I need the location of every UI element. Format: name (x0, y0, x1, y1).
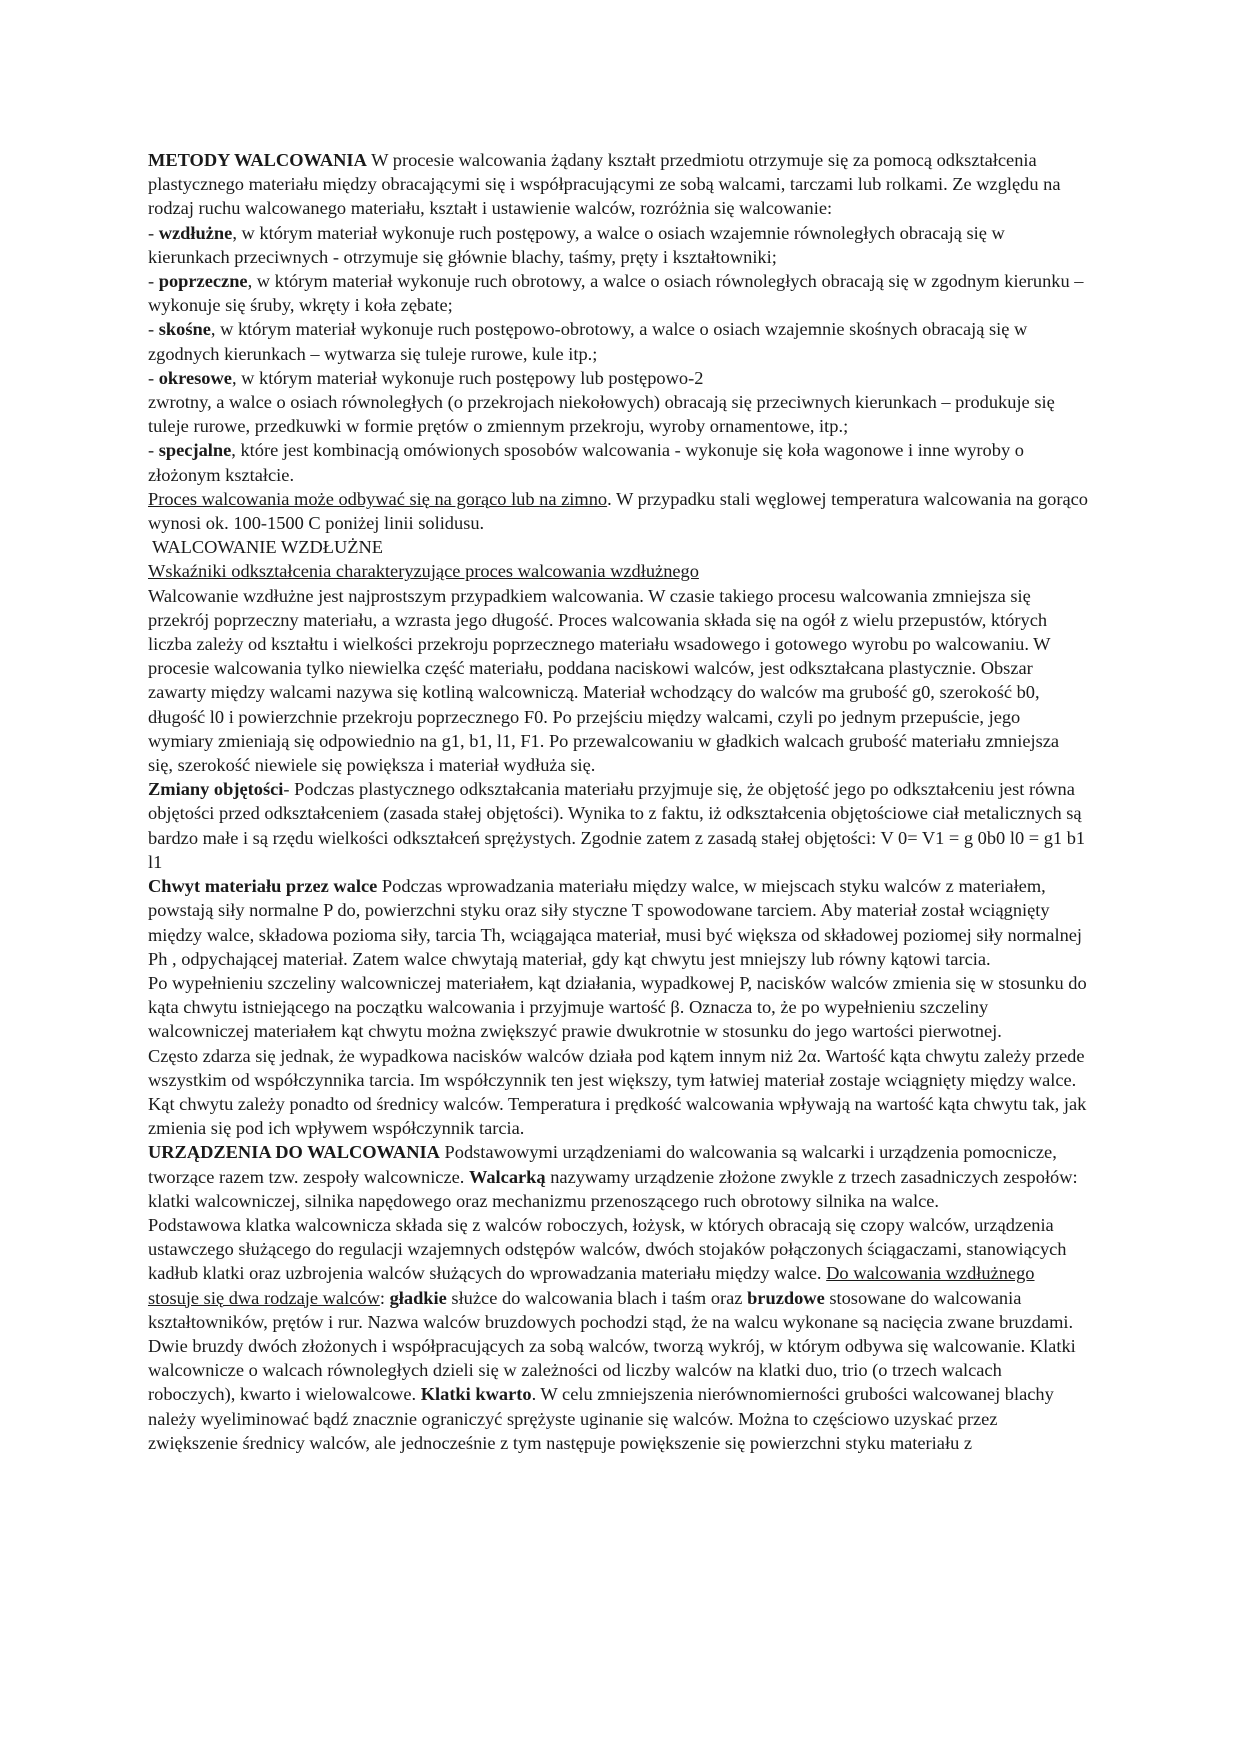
paragraph (148, 269, 1088, 317)
bold-text: Klatki kwarto (420, 1384, 532, 1405)
text-run: - (148, 440, 159, 461)
text-run: zwrotny, a walce o osiach równoległych (o przekrojach niekołowych) obracają się przeciwnych kierunkach – produkuje się tuleje rurowe, przedkuwki w formie prętów o zmiennym przekroju, wyroby ornamentowe, itp.; (148, 392, 1055, 437)
bold-text: skośne (158, 319, 211, 340)
text-run: : (379, 1287, 390, 1308)
text-run: . W przypadku stali węglowej temperatura walcowania na gorąco wynosi ok. 100-1500 C poniżej linii solidusu. (148, 488, 1088, 534)
bold-text: poprzeczne (158, 271, 248, 292)
bold-text: Chwyt materiału przez walce (148, 876, 378, 897)
underlined-text: Proces walcowania może odbywać się na gorąco lub na zimno (148, 488, 608, 509)
text-run: służce do walcowania blach i taśm oraz (446, 1287, 748, 1308)
paragraph (148, 1044, 1088, 1141)
text-run: W procesie walcowania żądany kształt przedmiotu otrzymuje się za pomocą odkształcenia plastycznego materiału między obracającymi się i współpracującymi ze sobą walcami, tarczami lub rolkami. Ze względu na rodzaj ruchu walcowanego materiału, kształt i ustawienie walców, rozróżnia się walcowanie: (148, 150, 1061, 219)
paragraph (148, 366, 1088, 390)
paragraph (148, 438, 1088, 486)
underlined-text: Do walcowania wzdłużnego stosuje się dwa rodzaje walców (148, 1263, 1035, 1308)
bold-text: METODY WALCOWANIA (148, 150, 367, 170)
text-run: WALCOWANIE WZDŁUŻNE (152, 537, 384, 558)
text-run: Podstawowymi urządzeniami do walcowania są walcarki i urządzenia pomocnicze, tworzące razem tzw. zespoły walcownicze. (148, 1142, 1057, 1187)
text-run: , w którym materiał wykonuje ruch postępowy, a walce o osiach wzajemnie równoległych obracają się w kierunkach przeciwnych - otrzymuje się głównie blachy, taśmy, pręty i kształtowniki; (148, 222, 1005, 267)
paragraph (148, 874, 1088, 971)
text-run: - (148, 367, 159, 388)
text-run: Po wypełnieniu szczeliny walcowniczej materiałem, kąt działania, wypadkowej P, nacisków walców zmienia się w stosunku do kąta chwytu istniejącego na początku walcowania i przyjmuje wartość β. Oznacza to, że po wypełnieniu szczeliny walcowniczej materiałem kąt chwytu można zwiększyć prawie dwukrotnie w stosunku do jego wartości pierwotnej. (148, 972, 1087, 1042)
bold-text: Zmiany objętości (148, 779, 284, 800)
bold-text: URZĄDZENIA DO WALCOWANIA (148, 1142, 440, 1163)
text-run: , w którym materiał wykonuje ruch postępowo-obrotowy, a walce o osiach wzajemnie skośnych obracają się w zgodnych kierunkach – wytwarza się tuleje rurowe, kule itp.; (148, 319, 1028, 364)
text-run: - (148, 222, 159, 243)
underlined-text: Wskaźniki odkształcenia charakteryzujące proces walcowania wzdłużnego (148, 561, 699, 582)
paragraph (148, 559, 1088, 583)
text-run: Podczas wprowadzania materiału między walce, w miejscach styku walców z materiałem, powstają siły normalne P do, powierzchni styku oraz siły styczne T spowodowane tarciem. Aby materiał został wciągnięty między walce, składowa pozioma siły, tarcia Th, wciągająca materiał, musi być większa od składowej poziomej siły normalnej Ph , odpychającej materiał. Zatem walce chwytają materiał, gdy kąt chwytu jest mniejszy lub równy kątowi tarcia. (148, 876, 1083, 969)
text-run: , w którym materiał wykonuje ruch postępowy lub postępowo-2 (231, 367, 704, 388)
text-run: - (148, 319, 159, 340)
paragraph (148, 221, 1088, 269)
text-run: , w którym materiał wykonuje ruch obrotowy, a walce o osiach równoległych obracają się w zgodnym kierunku – wykonuje się śruby, wkręty i koła zębate; (148, 271, 1084, 316)
bold-text: gładkie (389, 1287, 447, 1308)
paragraph (148, 971, 1088, 1044)
text-run: , które jest kombinacją omówionych sposobów walcowania - wykonuje się koła wagonowe i inne wyroby o złożonym kształcie. (148, 440, 1024, 485)
paragraph (148, 148, 1088, 221)
text-run: nazywamy urządzenie złożone zwykle z trzech zasadniczych zespołów: klatki walcowniczej, silnika napędowego oraz mechanizmu przenoszącego ruch obrotowy silnika na walce. (148, 1166, 1078, 1211)
paragraph (148, 317, 1088, 365)
text-run: stosowane do walcowania kształtowników, prętów i rur. Nazwa walców bruzdowych pochodzi stąd, że na walcu wykonane są nacięcia zwane bruzdami. Dwie bruzdy dwóch złożonych i współpracujących za sobą walców, tworzą wykrój, w którym odbywa się walcowanie. Klatki walcownicze o walcach równoległych dzieli się w zależności od liczby walców na klatki duo, trio (o trzech walcach roboczych), kwarto i wielowalcowe. (148, 1287, 1076, 1405)
bold-text: Walcarką (468, 1166, 546, 1187)
bold-text: specjalne (158, 440, 232, 461)
paragraph (148, 584, 1088, 778)
document-page (148, 148, 1088, 1455)
paragraph (148, 1140, 1088, 1213)
paragraph (148, 390, 1088, 438)
text-run: - (148, 271, 159, 292)
paragraph (148, 1213, 1088, 1455)
bold-text: bruzdowe (747, 1287, 825, 1308)
paragraph (148, 487, 1088, 535)
text-run: Walcowanie wzdłużne jest najprostszym przypadkiem walcowania. W czasie takiego procesu walcowania zmniejsza się przekrój poprzeczny materiału, a wzrasta jego długość. Proces walcowania składa się na ogół z wielu przepustów, których liczba zależy od kształtu i wielkości przekroju poprzecznego materiału wsadowego i gotowego wyrobu po walcowaniu. W procesie walcowania tylko niewielka część materiału, poddana naciskowi walców, jest odkształcana plastycznie. Obszar zawarty między walcami nazywa się kotliną walcowniczą. Materiał wchodzący do walców ma grubość g0, szerokość b0, długość l0 i powierzchnie przekroju poprzecznego F0. Po przejściu między walcami, czyli po jednym przepuście, jego wymiary zmieniają się odpowiednio na g1, b1, l1, F1. Po przewalcowaniu w gładkich walcach grubość materiału zmniejsza się, szerokość niewiele się powiększa i materiał wydłuża się. (148, 585, 1060, 776)
bold-text: wzdłużne (158, 222, 233, 243)
paragraph (148, 777, 1088, 874)
paragraph (148, 535, 1088, 559)
text-run: Podstawowa klatka walcownicza składa się z walców roboczych, łożysk, w których obracają się czopy walców, urządzenia ustawczego służącego do regulacji wzajemnych odstępów walców, dwóch stojaków połączonych ściągaczami, stanowiących kadłub klatki oraz uzbrojenia walców służących do wprowadzania materiału między walce. (148, 1214, 1067, 1284)
text-run: . W celu zmniejszenia nierównomierności grubości walcowanej blachy należy wyeliminować bądź znacznie ograniczyć sprężyste uginanie się walców. Można to częściowo uzyskać przez zwiększenie średnicy walców, ale jednocześnie z tym następuje powiększenie się powierzchni styku materiału z (148, 1384, 1054, 1453)
bold-text: okresowe (158, 367, 232, 388)
text-run: Często zdarza się jednak, że wypadkowa nacisków walców działa pod kątem innym niż 2α. Wartość kąta chwytu zależy przede wszystkim od współczynnika tarcia. Im współczynnik ten jest większy, tym łatwiej materiał zostaje wciągnięty między walce. Kąt chwytu zależy ponadto od średnicy walców. Temperatura i prędkość walcowania wpływają na wartość kąta chwytu tak, jak zmienia się pod ich wpływem współczynnik tarcia. (148, 1045, 1087, 1139)
text-run: - Podczas plastycznego odkształcania materiału przyjmuje się, że objętość jego po odkształceniu jest równa objętości przed odkształceniem (zasada stałej objętości). Wynika to z faktu, iż odkształcenia objętościowe ciał metalicznych są bardzo małe i są rzędu wielkości odkształceń sprężystych. Zgodnie zatem z zasadą stałej objętości: V 0= V1 = g 0b0 l0 = g1 b1 l1 (148, 779, 1086, 872)
